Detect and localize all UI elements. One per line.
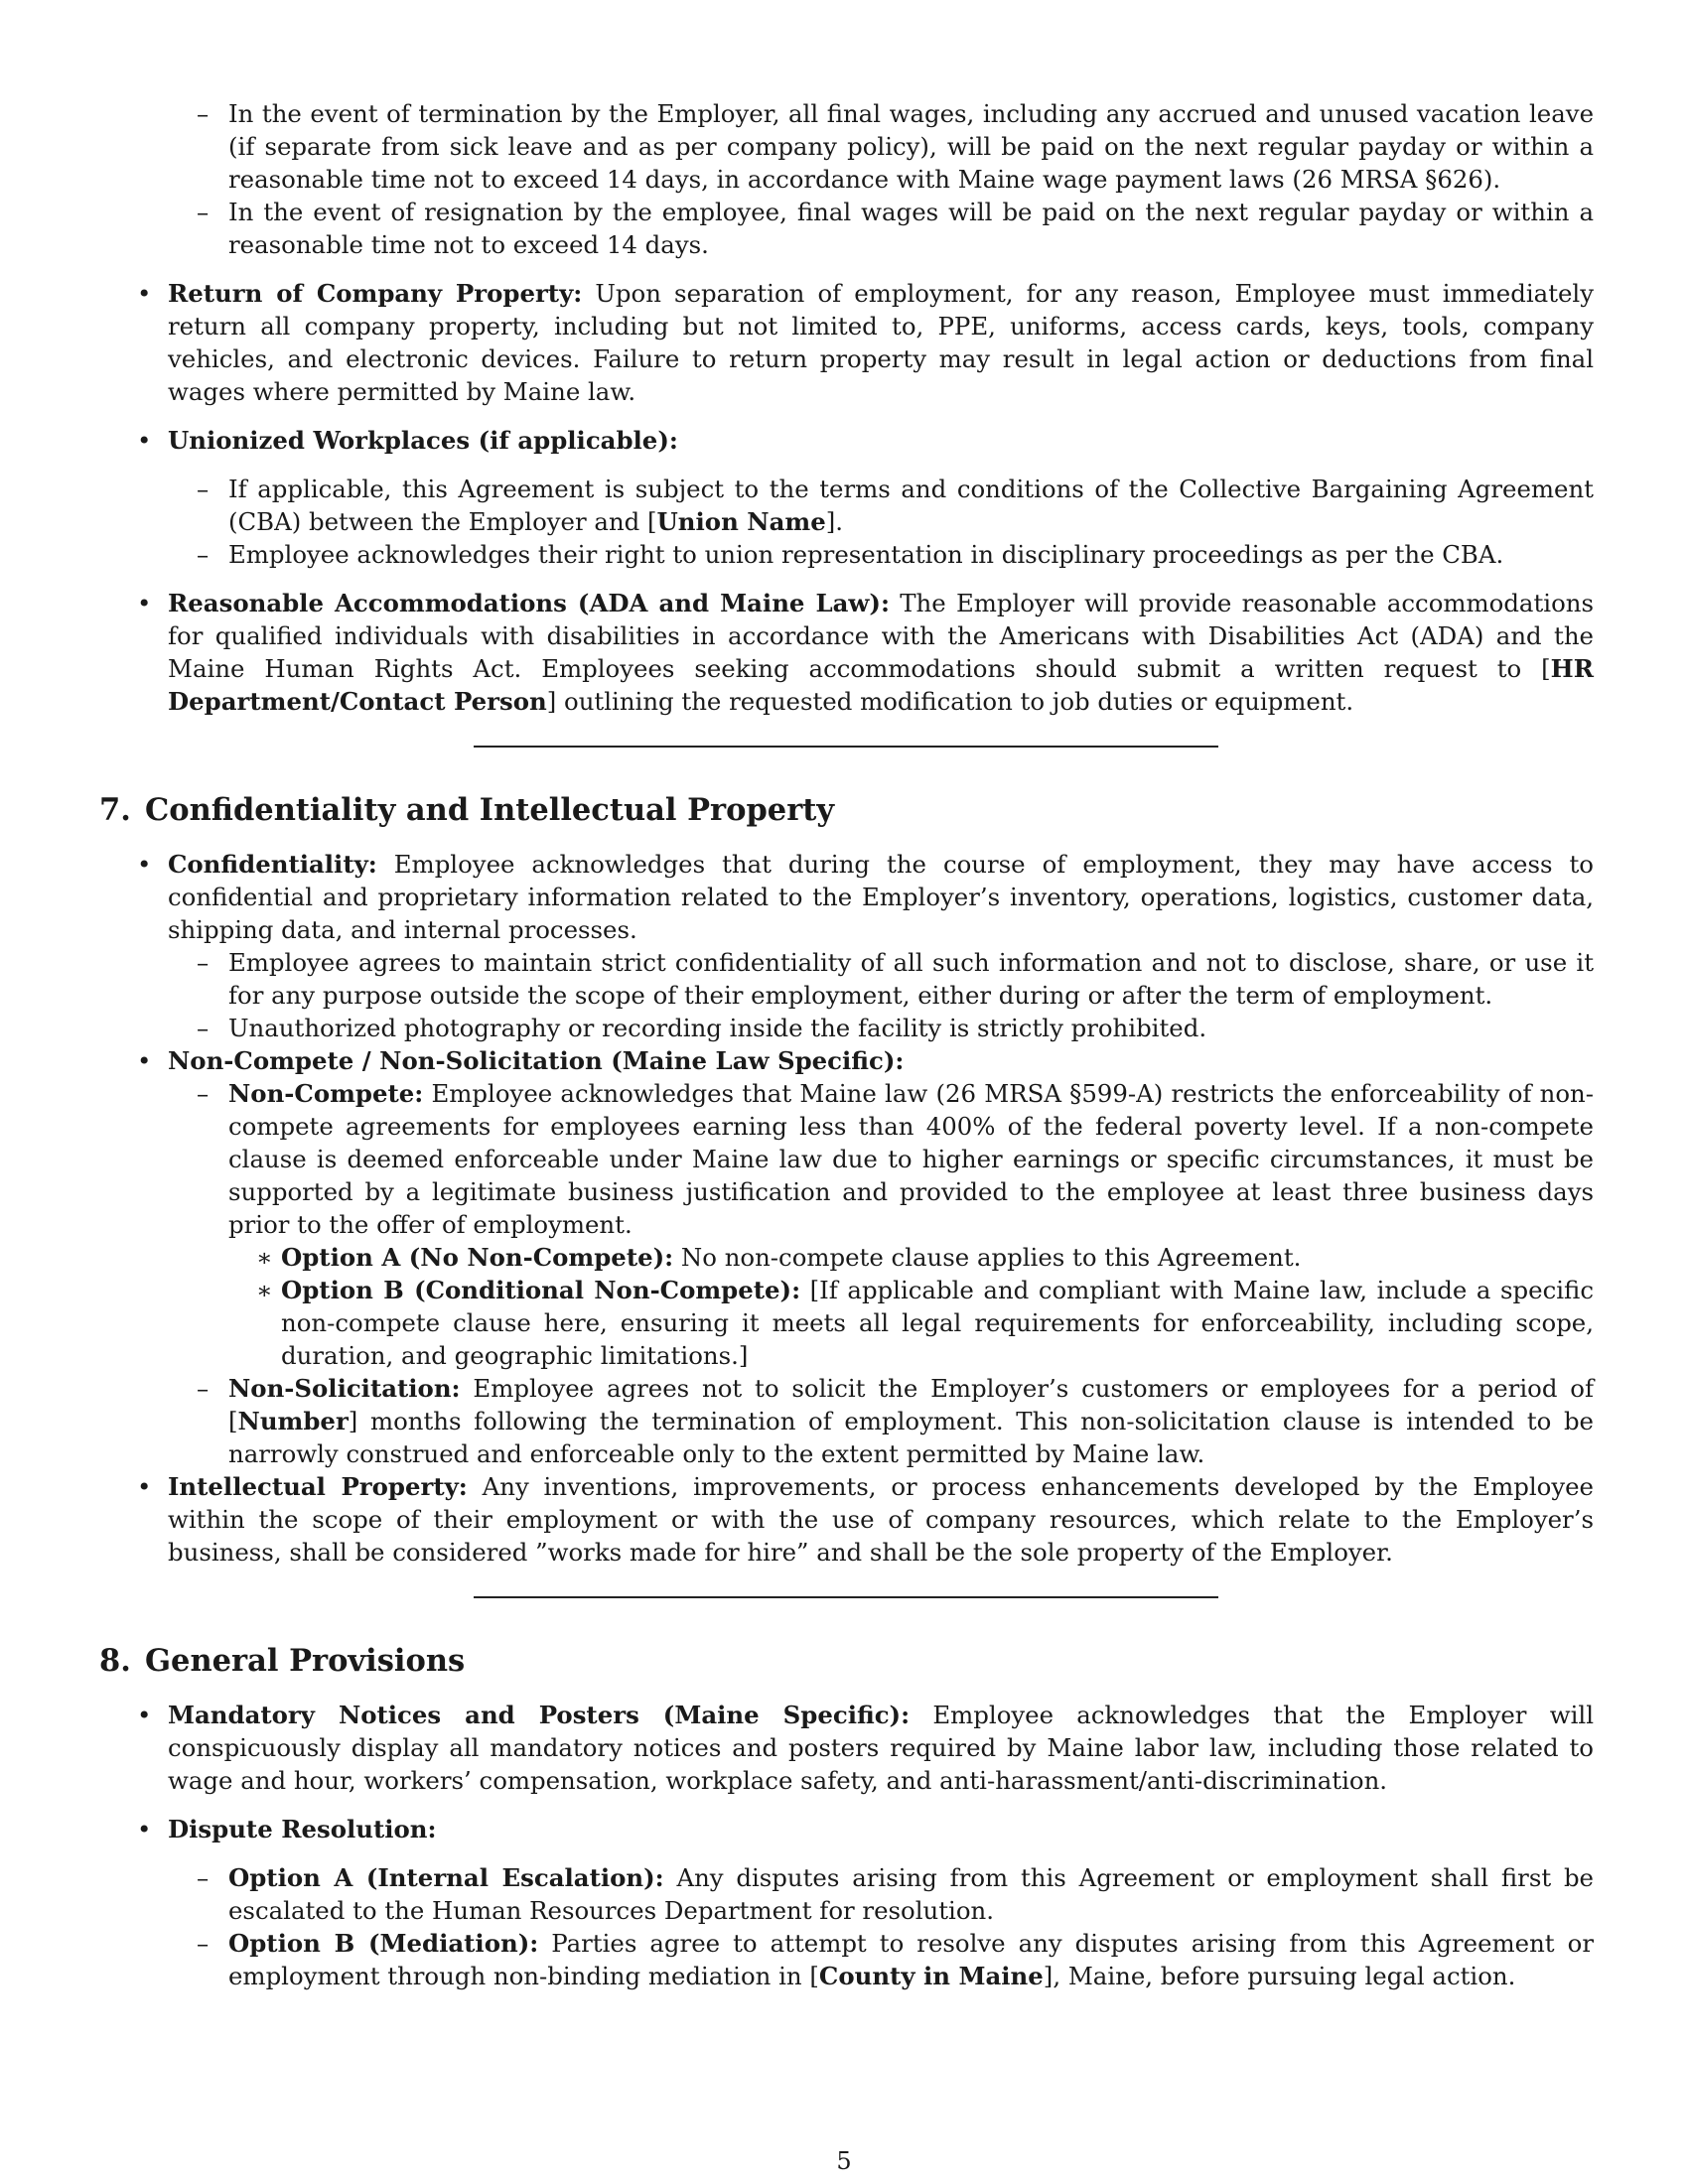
mandatory-notices-label: Mandatory Notices and Posters (Maine Specific): xyxy=(168,1701,911,1729)
intellectual-property-label: Intellectual Property: xyxy=(168,1472,468,1501)
document-page xyxy=(99,97,1594,1992)
bullet-marker: • xyxy=(137,1472,152,1501)
bullet-marker: • xyxy=(137,1815,152,1843)
noncompete-option-b: ∗ Option B (Conditional Non-Compete): [If applicable and compliant with Maine law, include a specific non-compete clause here, ensuring it meets all legal requirements for enforceability, including scope, duration, and geographic limitations.] xyxy=(256,1276,1594,1370)
section-8-heading: 8. General Provisions xyxy=(99,1643,466,1679)
bullet-marker: • xyxy=(137,589,152,617)
dash-marker: – xyxy=(197,1374,210,1403)
dash-marker: – xyxy=(197,1014,210,1042)
dispute-resolution-label: Dispute Resolution: xyxy=(168,1815,437,1843)
noncompete-item: – Non-Compete: Employee acknowledges that Maine law (26 MRSA §599-A) restricts the enforceability of non-compete agreements for employees earning less than 400% of the federal poverty level. If a non-compete clause is deemed enforceable under Maine law due to higher earnings or specific circumstances, it must be supported by a legitimate business justification and provided to the employee at least three business days prior to the offer of employment. xyxy=(197,1079,1594,1239)
noncompete-heading-item xyxy=(99,1044,1594,1077)
return-property-item: • Return of Company Property: Upon separation of employment, for any reason, Employee must immediately return all company property, including but not limited to, PPE, uniforms, access cards, keys, tools, company vehicles, and electronic devices. Failure to return property may result in legal action or deductions from final wages where permitted by Maine law. xyxy=(137,279,1595,406)
confidentiality-item: • Confidentiality: Employee acknowledges that during the course of employment, they may have access to confidential and proprietary information related to the Employer’s inventory, operations, logistics, customer data, shipping data, and internal processes. xyxy=(137,850,1594,944)
intellectual-property-item: • Intellectual Property: Any inventions, improvements, or process enhancements developed by the Employee within the scope of their employment or with the use of company resources, which relate to the Employer’s business, shall be considered ”works made for hire” and shall be the sole property of the Employer. xyxy=(137,1472,1594,1567)
dispute-option-b: – Option B (Mediation): Parties agree to attempt to resolve any disputes arising from this Agreement or employment through non-binding mediation in [County in Maine], Maine, before pursuing legal action. xyxy=(197,1929,1594,1990)
dash-marker: – xyxy=(197,475,210,503)
star-marker: ∗ xyxy=(256,1276,273,1304)
nonsolicitation-label: Non-Solicitation: xyxy=(228,1374,461,1403)
union-representation-item: – Employee acknowledges their right to union representation in disciplinary proceedings as per the CBA. xyxy=(197,540,1504,569)
dash-marker: – xyxy=(197,540,210,569)
mandatory-notices-item: • Mandatory Notices and Posters (Maine Specific): Employee acknowledges that the Employer will conspicuously display all mandatory notices and posters required by Maine labor law, including those related to wage and hour, workers’ compensation, workplace safety, and anti-harassment/anti-discrimination. xyxy=(137,1701,1594,1795)
section-divider xyxy=(474,746,1218,748)
hr-contact-placeholder: HR Department/Contact Person xyxy=(168,654,1594,716)
dash-marker: – xyxy=(197,1079,210,1108)
dash-marker: – xyxy=(197,948,210,977)
accommodations-item: • Reasonable Accommodations (ADA and Maine Law): The Employer will provide reasonable accommodations for qualified individuals with disabilities in accordance with the Americans with Disabilities Act (ADA) and the Maine Human Rights Act. Employees seeking accommodations should submit a written request to [HR Department/Contact Person] outlining the requested modification to job duties or equipment. xyxy=(137,589,1594,716)
accommodations-label: Reasonable Accommodations (ADA and Maine Law): xyxy=(168,589,890,617)
bullet-marker: • xyxy=(137,850,152,879)
union-label: Unionized Workplaces (if applicable): xyxy=(168,426,678,455)
dash-marker: – xyxy=(197,198,210,226)
bullet-marker: • xyxy=(137,426,152,455)
section-7-heading: 7. Confidentiality and Intellectual Property xyxy=(99,792,835,828)
confidentiality-label: Confidentiality: xyxy=(168,850,377,879)
nonsolicitation-item: – Non-Solicitation: Employee agrees not to solicit the Employer’s customers or employees for a period of [Number] months following the termination of employment. This non-solicitation clause is intended to be narrowly construed and enforceable only to the extent permitted by Maine law. xyxy=(197,1374,1594,1468)
confidentiality-sub-2: – Unauthorized photography or recording inside the facility is strictly prohibited. xyxy=(197,1014,1207,1042)
number-placeholder: Number xyxy=(237,1407,349,1435)
final-wages-termination: – In the event of termination by the Employer, all final wages, including any accrued and unused vacation leave (if separate from sick leave and as per company policy), will be paid on the next regular payday or within a reasonable time not to exceed 14 days, in accordance with Maine wage payment laws (26 MRSA §626). xyxy=(197,99,1594,194)
noncompete-label: Non-Compete: xyxy=(228,1079,424,1108)
bullet-marker: • xyxy=(137,279,152,308)
confidentiality-sub-1: – Employee agrees to maintain strict confidentiality of all such information and not to disclose, share, or use it for any purpose outside the scope of their employment, either during or after the term of employment. xyxy=(197,948,1594,1010)
noncompete-option-a: ∗ Option A (No Non-Compete): No non-compete clause applies to this Agreement. xyxy=(256,1243,1302,1272)
return-property-label: Return of Company Property: xyxy=(168,279,583,308)
final-wages-resignation: – In the event of resignation by the employee, final wages will be paid on the next regular payday or within a reasonable time not to exceed 14 days. xyxy=(197,198,1594,259)
page-number: 5 xyxy=(836,2147,852,2175)
dispute-option-a: – Option A (Internal Escalation): Any disputes arising from this Agreement or employment shall first be escalated to the Human Resources Department for resolution. xyxy=(197,1863,1594,1925)
dash-marker: – xyxy=(197,1863,210,1892)
union-name-placeholder: Union Name xyxy=(656,507,826,536)
dash-marker: – xyxy=(197,99,210,128)
star-marker: ∗ xyxy=(256,1243,273,1272)
section-divider xyxy=(474,1596,1218,1598)
dash-marker: – xyxy=(197,1929,210,1958)
union-cba-item: – If applicable, this Agreement is subject to the terms and conditions of the Collective Bargaining Agreement (CBA) between the Employer and [Union Name]. xyxy=(197,475,1594,536)
bullet-marker: • xyxy=(137,1046,152,1075)
noncompete-heading: Non-Compete / Non-Solicitation (Maine Law Specific): xyxy=(168,1046,905,1075)
county-placeholder: County in Maine xyxy=(818,1962,1044,1990)
dispute-resolution-item xyxy=(99,1813,1594,1845)
union-item xyxy=(99,424,1594,457)
bullet-marker: • xyxy=(137,1701,152,1729)
